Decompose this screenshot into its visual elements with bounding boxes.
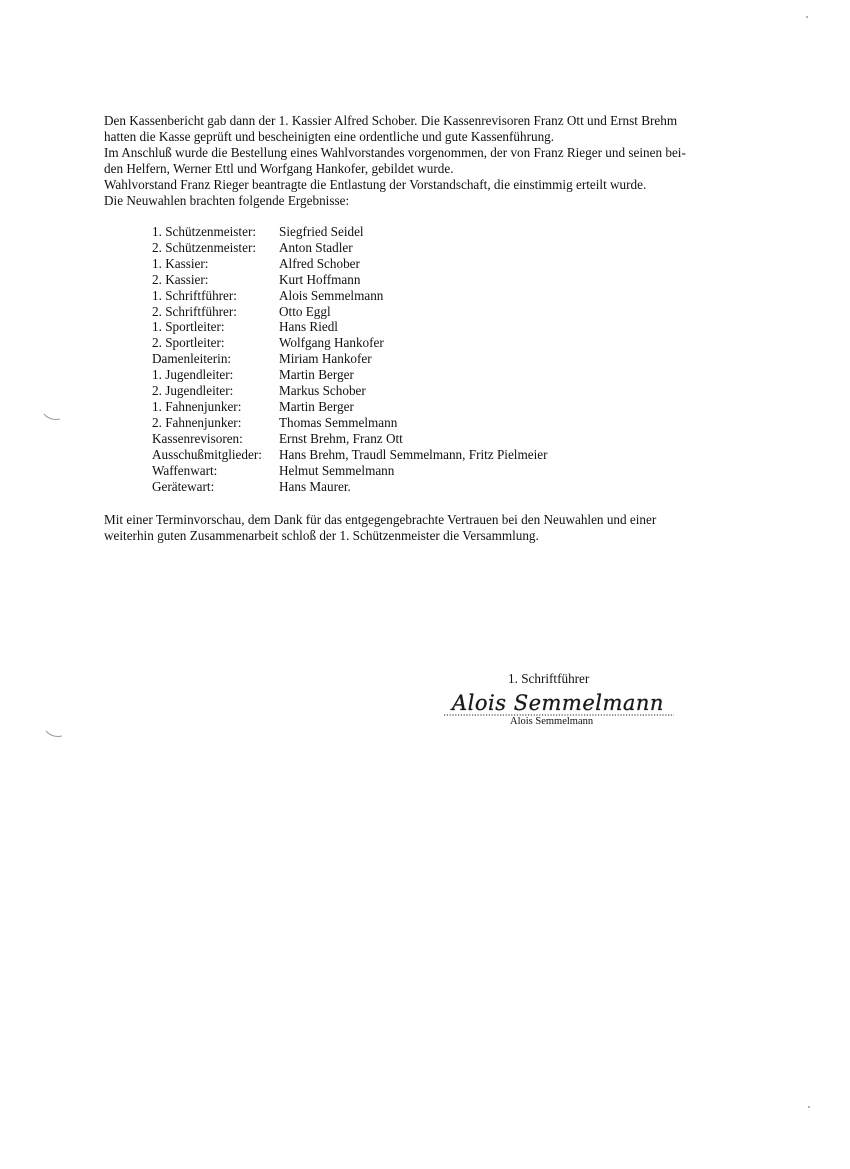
- result-name: Thomas Semmelmann: [279, 414, 398, 430]
- result-row: [152, 272, 547, 288]
- intro-paragraph: [104, 113, 724, 209]
- closing-line: Mit einer Terminvorschau, dem Dank für das entgegengebrachte Vertrauen bei den Neuwahlen und einer: [104, 512, 657, 527]
- result-row: [152, 240, 547, 256]
- signature-script: Alois Semmelmann: [452, 691, 664, 715]
- result-role: Damenleiterin:: [152, 351, 232, 367]
- result-row: [152, 415, 547, 431]
- result-name: Wolfgang Hankofer: [279, 335, 384, 351]
- signature-title: 1. Schriftführer: [508, 671, 590, 686]
- result-role: 2. Schriftführer:: [152, 303, 237, 319]
- intro-line: Den Kassenbericht gab dann der 1. Kassier Alfred Schober. Die Kassenrevisoren Franz Ott und Ernst Brehm: [104, 113, 678, 128]
- result-row: [152, 304, 547, 320]
- punch-hole-mark: [44, 729, 64, 739]
- result-row: [152, 288, 547, 304]
- signature-printed-name: Alois Semmelmann: [510, 716, 594, 727]
- result-name: Hans Brehm, Traudl Semmelmann, Fritz Pielmeier: [279, 446, 548, 462]
- result-row: [152, 224, 547, 240]
- result-name: Hans Riedl: [279, 319, 338, 335]
- result-name: Alfred Schober: [279, 255, 360, 271]
- closing-paragraph: [104, 512, 724, 544]
- result-row: [152, 431, 547, 447]
- result-role: 1. Kassier:: [152, 255, 209, 271]
- result-row: [152, 256, 547, 272]
- intro-line: hatten die Kasse geprüft und bescheinigten eine ordentliche und gute Kassenführung.: [104, 129, 555, 144]
- result-name: Miriam Hankofer: [279, 351, 372, 367]
- result-name: Ernst Brehm, Franz Ott: [279, 430, 403, 446]
- intro-line: Die Neuwahlen brachten folgende Ergebnisse:: [104, 193, 350, 208]
- result-name: Alois Semmelmann: [279, 287, 384, 303]
- result-role: 2. Fahnenjunker:: [152, 414, 242, 430]
- result-row: [152, 463, 547, 479]
- result-role: 1. Sportleiter:: [152, 319, 225, 335]
- result-row: [152, 335, 547, 351]
- result-name: Siegfried Seidel: [279, 224, 364, 239]
- result-row: [152, 319, 547, 335]
- result-row: [152, 447, 547, 463]
- intro-line: Im Anschluß wurde die Bestellung eines Wahlvorstandes vorgenommen, der von Franz Rieger und seinen bei-: [104, 145, 686, 160]
- result-name: Martin Berger: [279, 367, 354, 383]
- intro-line: Wahlvorstand Franz Rieger beantragte die Entlastung der Vorstandschaft, die einstimmig erteilt wurde.: [104, 177, 647, 192]
- result-role: 1. Schriftführer:: [152, 287, 237, 303]
- election-results-list: [152, 224, 547, 494]
- result-role: 2. Jugendleiter:: [152, 383, 234, 399]
- result-row: [152, 479, 547, 495]
- result-name: Markus Schober: [279, 383, 366, 399]
- result-row: [152, 383, 547, 399]
- result-role: Gerätewart:: [152, 478, 215, 494]
- punch-hole-mark: [42, 412, 62, 422]
- result-name: Martin Berger: [279, 398, 354, 414]
- result-name: Anton Stadler: [279, 239, 353, 255]
- result-name: Hans Maurer.: [279, 478, 351, 494]
- result-row: [152, 399, 547, 415]
- result-row: [152, 367, 547, 383]
- result-name: Otto Eggl: [279, 303, 331, 319]
- result-role: 1. Fahnenjunker:: [152, 398, 242, 414]
- result-role: Waffenwart:: [152, 462, 218, 478]
- result-row: [152, 351, 547, 367]
- scan-speck: [808, 1106, 810, 1108]
- result-name: Helmut Semmelmann: [279, 462, 395, 478]
- result-role: 2. Sportleiter:: [152, 335, 225, 351]
- scan-speck: [806, 16, 808, 18]
- result-role: 2. Schützenmeister:: [152, 239, 257, 255]
- closing-line: weiterhin guten Zusammenarbeit schloß der 1. Schützenmeister die Versammlung.: [104, 528, 539, 543]
- result-name: Kurt Hoffmann: [279, 271, 361, 287]
- result-role: 1. Schützenmeister:: [152, 224, 257, 239]
- result-role: Ausschußmitglieder:: [152, 446, 262, 462]
- intro-line: den Helfern, Werner Ettl und Worfgang Hankofer, gebildet wurde.: [104, 161, 454, 176]
- result-role: Kassenrevisoren:: [152, 430, 243, 446]
- result-role: 1. Jugendleiter:: [152, 367, 234, 383]
- result-role: 2. Kassier:: [152, 271, 209, 287]
